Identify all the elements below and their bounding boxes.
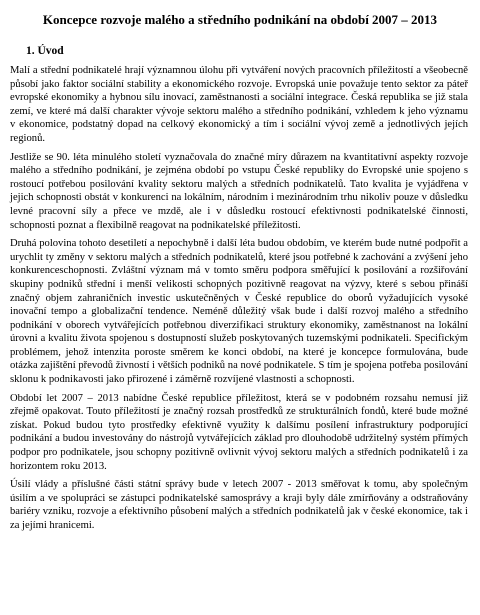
section-heading: 1. Úvod [26, 45, 64, 57]
paragraph-1: Malí a střední podnikatelé hrají významnou úlohu při vytváření nových pracovních příležitostí a všeobecně působí jako faktor sociální stability a ekonomického rozvoje. Evropská unie považuje tento sektor za páteř evropské ekonomiky a hybnou sílu inovací, zaměstnanosti a sociální integrace. Česká republika se již stala zemí, ve které má další charakter vývoje sektoru malého a středního podnikání, vzhledem k jeho významu v ekonomice, podstatný dopad na celkový ekonomický a tím i sociální vývoj země a jednotlivých jejích regionů. [10, 65, 468, 144]
document-title: Koncepce rozvoje malého a středního podnikání na období 2007 – 2013 [42, 12, 438, 27]
paragraph-2: Jestliže se 90. léta minulého století vyznačovala do značné míry důrazem na kvantitativní aspekty rozvoje malého a středního podnikání, je zejména období po vstupu České republiky do Evropské unie spojeno s rostoucí potřebou posilování kvality sektoru malých a středních podnikatelů. Tato kvalita je vyjádřena v jejich schopnosti obstát v konkurenci na lokálním, národním i mezinárodním trhu nikoliv pouze v důsledku levné pracovní síly a přece ve mzdě, ale i v důsledku rostoucí efektivnosti podnikatelské činnosti, schopnosti poznat a flexibilně reagovat na podnikatelské příležitosti. [10, 151, 468, 231]
paragraph-4: Období let 2007 – 2013 nabídne České republice příležitost, která se v podobném rozsahu nemusí již zřejmě opakovat. Touto příležitostí je značný rozsah prostředků ze strukturálních fondů, které bude možné získat. Pokud budou tyto prostředky efektivně využity k dalšímu posílení infrastruktury podporující podnikání a budou investovány do nástrojů vytvářejících základ pro dlouhodobě udržitelný systém přímých podpor pro podnikatele, jsou schopny pozitivně ovlivnit vývoj sektoru malých a středních podnikatelů i za horizontem roku 2013. [10, 392, 468, 472]
paragraph-3: Druhá polovina tohoto desetiletí a nepochybně i další léta budou obdobím, ve kterém bude nutné podpořit a urychlit ty změny v sektoru malých a středních podnikatelů, které jsou potřebné k zachování a zvýšení jeho konkurenceschopnosti. Zvláštní význam má v tomto směru podpora směřující k posilování a rozšiřování skupiny podniků střední i menší velikosti schopných pozitivně reagovat na výzvy, které s sebou přináší značný objem zahraničních investic uskutečněných v České republice do oborů vyžadujících vysoké inovační tempo a globalizační tendence. Neméně důležitý však bude i další rozvoj malého a středního podnikání v oborech vytvářejících potřebnou diverzifikaci struktury ekonomiky, zaměstnanost na lokální úrovni a kvalitu života spojenou s dostupností služeb poskytovaných tuzemskými podnikateli. Specifickým problémem, jehož intenzita poroste směrem ke konci období, na které je koncepce formulována, bude otázka zajištění převodů živností i větších podniků na nové podnikatele. S tím je spojena potřeba posilování sklonu k podnikavosti jako přirozené i záměrně rozvíjené vlastnosti a schopnosti. [10, 238, 468, 386]
paragraph-5: Úsilí vlády a příslušné části státní správy bude v letech 2007 - 2013 směřovat k tomu, aby společným úsilím a ve spolupráci se zástupci podnikatelské samosprávy a kraji byly dále zmírňovány a odstraňovány bariéry vzniku, rozvoje a efektivního působení malých a středních podnikatelů jak v české ekonomice, tak i za jejími hranicemi. [10, 479, 468, 531]
